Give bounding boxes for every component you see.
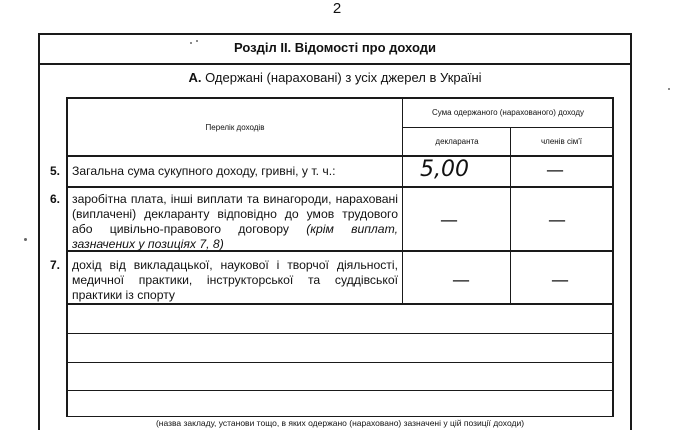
frame-top-border	[38, 33, 632, 35]
section-title-divider	[38, 63, 632, 65]
table-line-right	[612, 97, 614, 417]
family-amount-value: —	[551, 270, 569, 291]
table-line-header-bottom	[66, 155, 614, 157]
scan-speck	[196, 40, 198, 42]
scan-speck	[24, 238, 27, 241]
family-amount-value: —	[548, 210, 566, 231]
table-line-subheader	[402, 127, 614, 128]
table-line-left	[66, 97, 68, 417]
row-description: Загальна сума сукупного доходу, гривні, у т. ч.:	[72, 164, 336, 178]
row-number: 7.	[50, 258, 61, 272]
declarant-amount-value: —	[452, 270, 470, 291]
table-line-row7-bottom	[66, 303, 614, 305]
row-number: 6.	[50, 192, 61, 206]
column-header-income-list: Перелік доходів	[205, 123, 265, 132]
subsection-heading	[38, 70, 632, 85]
scan-speck	[190, 42, 192, 44]
column-header-amount: Сума одержаного (нарахованого) доходу	[431, 108, 584, 117]
subsection-title: Одержані (нараховані) з усіх джерел в Україні	[205, 70, 482, 85]
table-line-amount-left	[402, 97, 403, 305]
scan-speck	[668, 88, 670, 90]
page-number: 2	[332, 0, 342, 17]
frame-left-border	[38, 33, 40, 430]
row-description-main: заробітна плата, інші виплати та винагороди, нараховані (виплачені) декларанту відповідно до умов трудового або цивільно-правового договору	[72, 192, 398, 236]
table-line-amount-mid	[510, 127, 511, 305]
row-description: дохід від викладацької, наукової і творчої діяльності, медичної практики, інструкторської та суддівської практики із спорту	[72, 258, 398, 302]
table-line-blank-3	[66, 390, 614, 391]
row-description-note: (крім виплат, зазначених у позиціях 7, 8)	[72, 222, 398, 251]
declarant-amount-value: —	[440, 210, 458, 231]
declarant-amount-value: 5,00	[420, 157, 469, 182]
subsection-letter: А.	[188, 70, 202, 85]
row-number: 5.	[50, 164, 61, 178]
table-line-blank-2	[66, 362, 614, 363]
footnote: (назва закладу, установи тощо, в яких одержано (нараховано) зазначені у цій позиції доходи)	[155, 418, 525, 428]
family-amount-value: —	[546, 160, 564, 181]
table-line-top	[66, 97, 614, 99]
column-header-declarant: декларанта	[435, 137, 479, 146]
table-line-blank-1	[66, 333, 614, 334]
table-line-blank-4	[66, 416, 614, 417]
frame-right-border	[630, 33, 632, 430]
row-description	[72, 192, 398, 252]
section-title: Розділ ІІ. Відомості про доходи	[234, 40, 436, 55]
table-line-row5-bottom	[66, 186, 614, 188]
column-header-family: членів сім'ї	[541, 137, 582, 146]
